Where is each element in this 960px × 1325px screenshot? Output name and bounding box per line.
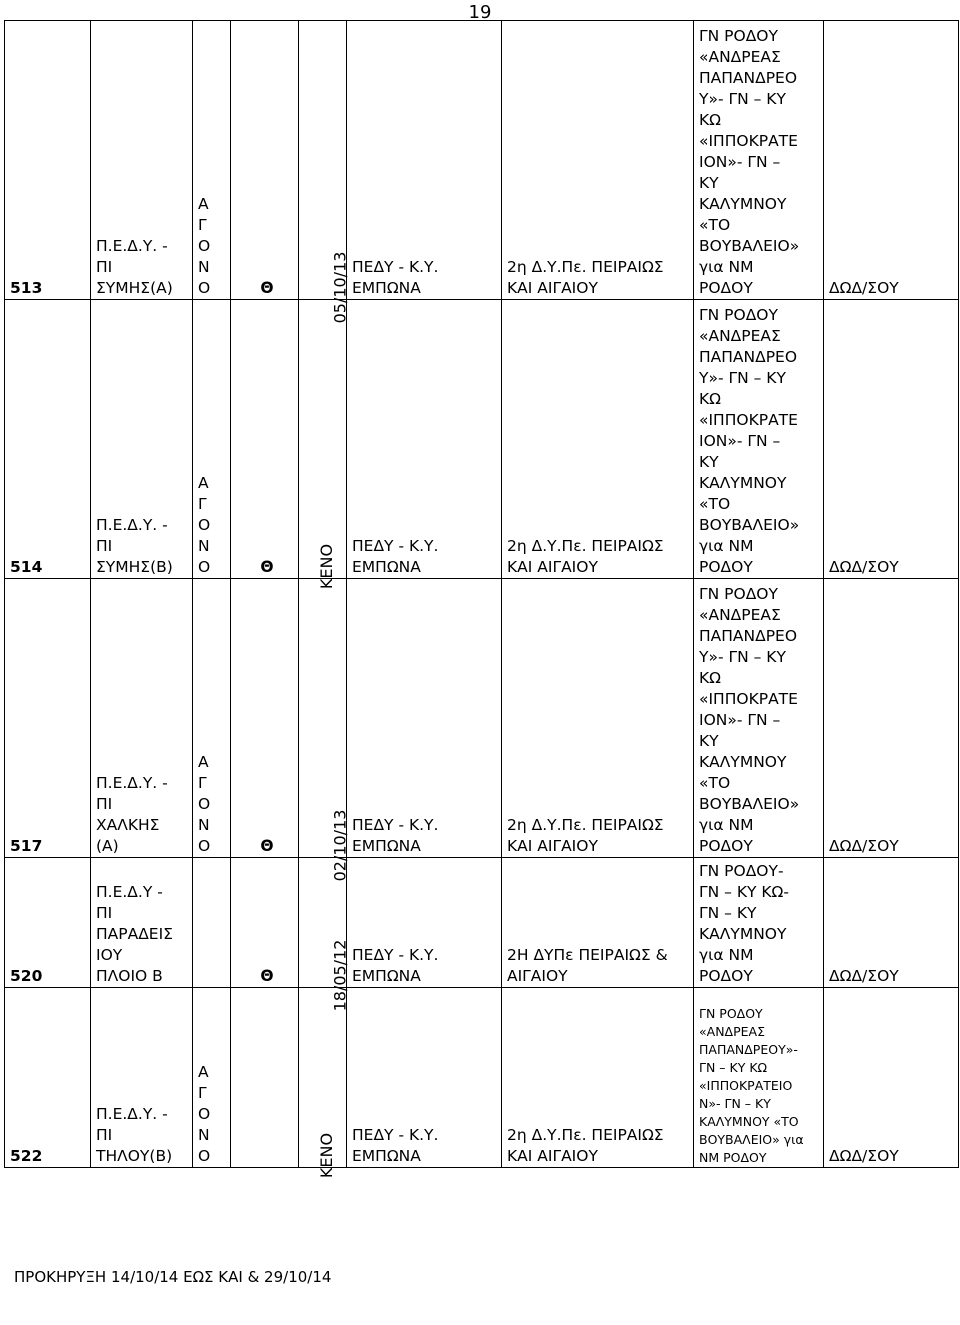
origin-unit: ΠΕΔΥ - Κ.Υ. ΕΜΠΩΝΑ (347, 579, 502, 858)
position-number: 522 (5, 988, 91, 1168)
health-region: 2Η ΔΥΠε ΠΕΙΡΑΙΩΣ & ΑΙΓΑΙΟΥ (502, 858, 694, 988)
vacancy-date: ΚΕΝΟ (317, 543, 337, 590)
vacancy-date: 05/10/13 (330, 251, 350, 324)
position-status (231, 988, 299, 1168)
unit-name: Π.Ε.Δ.Υ - ΠΙ ΠΑΡΑΔΕΙΣ ΙΟΥ ΠΛΟΙΟ Β (91, 858, 193, 988)
origin-unit: ΠΕΔΥ - Κ.Υ. ΕΜΠΩΝΑ (347, 858, 502, 988)
position-type: Α Γ Ο Ν Ο (193, 579, 231, 858)
position-status: Θ (231, 21, 299, 300)
health-region: 2η Δ.Υ.Πε. ΠΕΙΡΑΙΩΣ ΚΑΙ ΑΙΓΑΙΟΥ (502, 300, 694, 579)
date-cell (299, 21, 350, 324)
table-row (5, 858, 959, 988)
destination-hospitals-text: ΓΝ ΡΟΔΟΥ «ΑΝΔΡΕΑΣ ΠΑΠΑΝΔΡΕΟΥ»- ΓΝ – ΚΥ ΚΩ «ΙΠΠΟΚΡΑΤΕΙΟ Ν»- ΓΝ – ΚΥ ΚΑΛΥΜΝΟΥ «ΤΟ ΒΟΥΒΑΛΕΙΟ» για ΝΜ ΡΟΔΟΥ (699, 1006, 804, 1165)
vacancy-date: 02/10/13 (330, 809, 350, 882)
footer-announcement: ΠΡΟΚΗΡΥΞΗ 14/10/14 ΕΩΣ ΚΑΙ & 29/10/14 (14, 1268, 332, 1286)
destination-hospitals: ΓΝ ΡΟΔΟΥ «ΑΝΔΡΕΑΣ ΠΑΠΑΝΔΡΕΟ Υ»- ΓΝ – ΚΥ ΚΩ «ΙΠΠΟΚΡΑΤΕ ΙΟΝ»- ΓΝ – ΚΥ ΚΑΛΥΜΝΟΥ «ΤΟ ΒΟΥΒΑΛΕΙΟ» για ΝΜ ΡΟΔΟΥ (694, 21, 824, 300)
unit-name: Π.Ε.Δ.Υ. - ΠΙ ΧΑΛΚΗΣ (Α) (91, 579, 193, 858)
position-number: 514 (5, 300, 91, 579)
position-type (193, 858, 231, 988)
position-type: Α Γ Ο Ν Ο (193, 300, 231, 579)
unit-name: Π.Ε.Δ.Υ. - ΠΙ ΣΥΜΗΣ(Α) (91, 21, 193, 300)
position-type: Α Γ Ο Ν Ο (193, 21, 231, 300)
prefecture: ΔΩΔ/ΣΟΥ (824, 21, 959, 300)
prefecture: ΔΩΔ/ΣΟΥ (824, 300, 959, 579)
destination-hospitals (694, 988, 824, 1168)
position-status: Θ (231, 579, 299, 858)
origin-unit: ΠΕΔΥ - Κ.Υ. ΕΜΠΩΝΑ (347, 300, 502, 579)
date-cell (299, 579, 350, 882)
position-status: Θ (231, 300, 299, 579)
date-cell (299, 300, 347, 590)
positions-table (4, 20, 959, 1179)
prefecture: ΔΩΔ/ΣΟΥ (824, 579, 959, 858)
position-number: 520 (5, 858, 91, 988)
health-region: 2η Δ.Υ.Πε. ΠΕΙΡΑΙΩΣ ΚΑΙ ΑΙΓΑΙΟΥ (502, 579, 694, 858)
page-number: 19 (468, 2, 492, 23)
health-region: 2η Δ.Υ.Πε. ΠΕΙΡΑΙΩΣ ΚΑΙ ΑΙΓΑΙΟΥ (502, 988, 694, 1168)
origin-unit: ΠΕΔΥ - Κ.Υ. ΕΜΠΩΝΑ (347, 21, 502, 300)
position-type: Α Γ Ο Ν Ο (193, 988, 231, 1168)
prefecture: ΔΩΔ/ΣΟΥ (824, 988, 959, 1168)
vacancy-date: 18/05/12 (330, 939, 350, 1012)
date-cell (299, 988, 347, 1179)
origin-unit: ΠΕΔΥ - Κ.Υ. ΕΜΠΩΝΑ (347, 988, 502, 1168)
table-row (5, 300, 959, 579)
table-row (5, 21, 959, 300)
prefecture: ΔΩΔ/ΣΟΥ (824, 858, 959, 988)
destination-hospitals: ΓΝ ΡΟΔΟΥ «ΑΝΔΡΕΑΣ ΠΑΠΑΝΔΡΕΟ Υ»- ΓΝ – ΚΥ ΚΩ «ΙΠΠΟΚΡΑΤΕ ΙΟΝ»- ΓΝ – ΚΥ ΚΑΛΥΜΝΟΥ «ΤΟ ΒΟΥΒΑΛΕΙΟ» για ΝΜ ΡΟΔΟΥ (694, 579, 824, 858)
health-region: 2η Δ.Υ.Πε. ΠΕΙΡΑΙΩΣ ΚΑΙ ΑΙΓΑΙΟΥ (502, 21, 694, 300)
table-row (5, 579, 959, 858)
position-number: 513 (5, 21, 91, 300)
vacancy-date: ΚΕΝΟ (317, 1132, 337, 1179)
position-status: Θ (231, 858, 299, 988)
table-row (5, 988, 959, 1168)
destination-hospitals: ΓΝ ΡΟΔΟΥ- ΓΝ – ΚΥ ΚΩ- ΓΝ – ΚΥ ΚΑΛΥΜΝΟΥ για ΝΜ ΡΟΔΟΥ (694, 858, 824, 988)
unit-name: Π.Ε.Δ.Υ. - ΠΙ ΤΗΛΟΥ(Β) (91, 988, 193, 1168)
destination-hospitals: ΓΝ ΡΟΔΟΥ «ΑΝΔΡΕΑΣ ΠΑΠΑΝΔΡΕΟ Υ»- ΓΝ – ΚΥ ΚΩ «ΙΠΠΟΚΡΑΤΕ ΙΟΝ»- ΓΝ – ΚΥ ΚΑΛΥΜΝΟΥ «ΤΟ ΒΟΥΒΑΛΕΙΟ» για ΝΜ ΡΟΔΟΥ (694, 300, 824, 579)
unit-name: Π.Ε.Δ.Υ. - ΠΙ ΣΥΜΗΣ(Β) (91, 300, 193, 579)
position-number: 517 (5, 579, 91, 858)
